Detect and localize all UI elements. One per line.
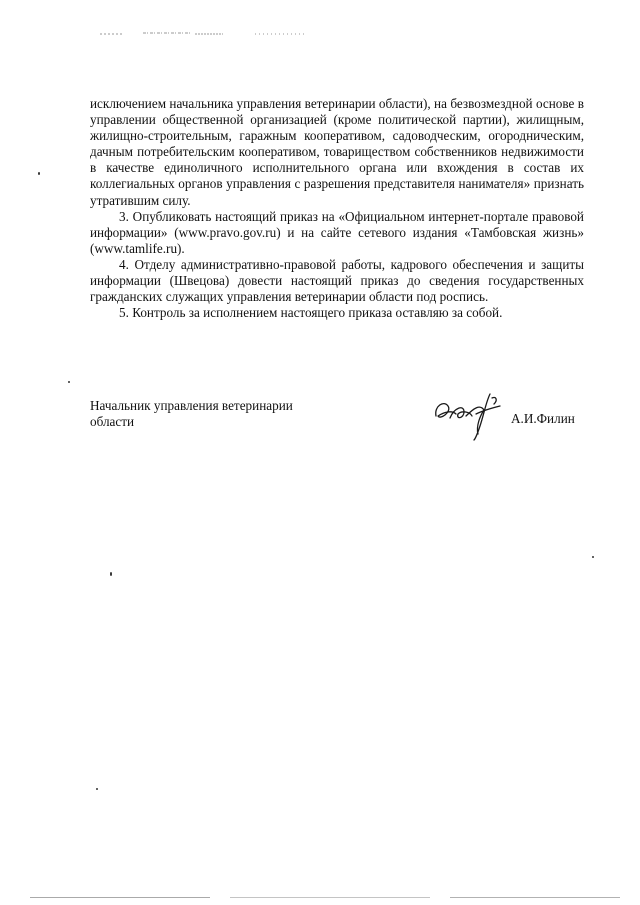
handwritten-signature [430,386,510,442]
paragraph-item-3: 3. Опубликовать настоящий приказ на «Официальном интернет-портале правовой информации» (www.pravo.gov.ru) и на сайте сетевого издания «Тамбовская жизнь» (www.tamlife.ru). [90,208,584,256]
scan-speck [592,556,594,558]
paragraph-item-4: 4. Отделу административно-правовой работы, кадрового обеспечения и защиты информации (Швецова) довести настоящий приказ до сведения государственных гражданских служащих управления ветеринарии области под роспись. [90,256,584,305]
scan-speck [68,381,70,383]
scan-speck [96,788,98,790]
scan-artifact-bottom [230,897,430,898]
signatory-position-line-1: Начальник управления ветеринарии [90,398,293,413]
scan-speck [110,572,112,576]
signatory-position [90,398,350,430]
signatory-name: А.И.Филин [511,411,575,426]
scan-artifact-bottom [30,897,210,898]
paragraph-continuation: исключением начальника управления ветеринарии области), на безвозмездной основе в управлении общественной организацией (кроме политической партии), жилищным, жилищно-строительным, гаражным кооперативом, садоводческим, огородническим, дачным потребительским кооперативом, товариществом собственников недвижимости в качестве единоличного исполнительного органа или вхождения в состав их коллегиальных органов управления с разрешения представителя нанимателя» признать утратившим силу. [90,96,584,208]
scan-artifact-top [95,28,335,38]
scan-artifact-bottom [450,897,620,898]
signatory-position-line-2: области [90,414,135,429]
paragraph-item-5: 5. Контроль за исполнением настоящего приказа оставляю за собой. [119,305,503,321]
scan-speck [38,172,40,175]
document-body [90,96,584,321]
signature-block [90,398,584,458]
